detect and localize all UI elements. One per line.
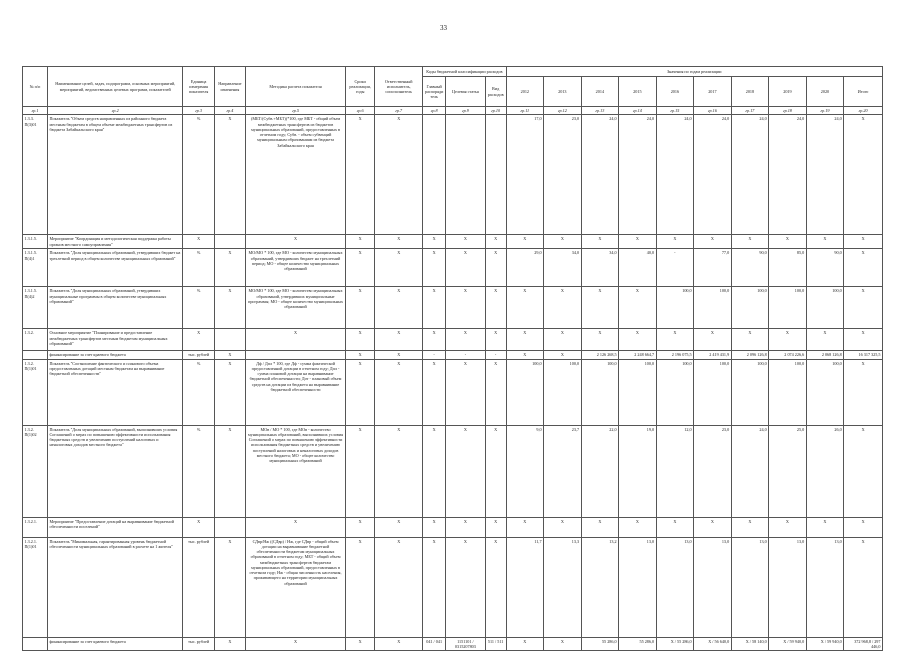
- header-year: 2015: [619, 77, 657, 107]
- row-year-value: 100,0: [619, 359, 657, 425]
- row-year-value: Х / 55 286,0: [656, 637, 694, 651]
- row-code: 1.3.2. П(1)02: [23, 425, 48, 517]
- row-direction: Х: [214, 359, 245, 425]
- column-number: гр.10: [485, 107, 506, 115]
- row-target: [446, 115, 486, 235]
- row-grbs: Х: [423, 249, 446, 287]
- table-row: [23, 235, 883, 249]
- row-unit: %: [183, 425, 214, 517]
- row-year-value: Х: [769, 517, 807, 537]
- row-executor: Х: [375, 235, 423, 249]
- row-code: 1.3.1.5. П(4)2: [23, 287, 48, 329]
- row-vr: [485, 115, 506, 235]
- table-row: [23, 425, 883, 517]
- row-year-value: Х: [619, 329, 657, 351]
- row-year-value: 26,0: [806, 425, 844, 517]
- row-total-value: Х: [844, 359, 883, 425]
- row-total-value: Х: [844, 517, 883, 537]
- row-term: Х: [346, 351, 375, 359]
- row-year-value: Х: [544, 351, 582, 359]
- row-term: Х: [346, 287, 375, 329]
- row-method: МО/МО * 100, где МО - количество муниципальных образований, утвердивших муниципальные программы; МО - общее количество муниципальных образований: [246, 287, 346, 329]
- column-number: гр.8: [423, 107, 446, 115]
- column-number: гр.13: [581, 107, 619, 115]
- row-executor: Х: [375, 425, 423, 517]
- row-unit: Х: [183, 329, 214, 351]
- row-year-value: Х / 56 640,0: [694, 637, 732, 651]
- row-method: СДвр/Нж ((СДвр) / Нж, где СДвр - общий объем дотации на выравнивание бюджетной обеспеченности бюджетам муниципальных образований в отчетном году; МБТ - общий объем межбюджетных трансфертов бюджетам муниципальных образований, предоставленных в отчетном году; Нж - общая численность населения, проживающего на территории муниципальных образований: [246, 537, 346, 637]
- row-year-value: 29,0: [506, 249, 544, 287]
- row-direction: Х: [214, 537, 245, 637]
- header-vr: Вид расходов: [485, 77, 506, 107]
- row-year-value: 2 096 126,8: [731, 351, 769, 359]
- row-grbs: [423, 115, 446, 235]
- row-year-value: Х: [544, 637, 582, 651]
- row-year-value: 24,0: [619, 115, 657, 235]
- row-direction: Х: [214, 637, 245, 651]
- row-year-value: Х: [619, 517, 657, 537]
- row-year-value: 100,0: [544, 359, 582, 425]
- row-year-value: 23,0: [544, 115, 582, 235]
- row-code: 1.3.2.: [23, 329, 48, 351]
- row-year-value: 100,0: [694, 287, 732, 329]
- row-code: 1.3.1.5. П(4)1: [23, 249, 48, 287]
- row-direction: Х: [214, 287, 245, 329]
- row-vr: 511 / 511: [485, 637, 506, 651]
- row-grbs: -: [423, 351, 446, 359]
- row-unit: %: [183, 287, 214, 329]
- table-row: [23, 329, 883, 351]
- row-direction: Х: [214, 351, 245, 359]
- row-target: Х: [446, 235, 486, 249]
- row-year-value: Х: [544, 235, 582, 249]
- row-grbs: Х: [423, 537, 446, 637]
- row-year-value: Х: [619, 287, 657, 329]
- row-year-value: 2 248 664,7: [619, 351, 657, 359]
- row-year-value: Х: [806, 235, 844, 249]
- row-vr: Х: [485, 425, 506, 517]
- row-year-value: 13,3: [544, 537, 582, 637]
- row-target: Х: [446, 537, 486, 637]
- row-year-value: 100,0: [806, 359, 844, 425]
- row-name: Показатель "Объем средств направленных из районного бюджета местным бюджетам в общем объеме межбюджетных трансфертов из бюджета Забайкальского края": [48, 115, 183, 235]
- row-year-value: 100,0: [656, 359, 694, 425]
- column-number: гр.19: [806, 107, 844, 115]
- row-year-value: 90,0: [731, 249, 769, 287]
- row-method: МО/МО * 100, где МО - количество муниципальных образований, утвердивших бюджет на трехлетний период; МО - общее количество муниципальных образований: [246, 249, 346, 287]
- header-target: Целевая статья: [446, 77, 486, 107]
- row-year-value: Х: [581, 517, 619, 537]
- row-year-value: Х / 59 940,0: [806, 637, 844, 651]
- row-target: Х: [446, 359, 486, 425]
- row-year-value: 9,0: [506, 425, 544, 517]
- row-name: финансирование за счет краевого бюджета: [48, 351, 183, 359]
- row-code: 1.3.2.1.: [23, 517, 48, 537]
- table-body: [23, 115, 883, 651]
- row-total-value: Х: [844, 249, 883, 287]
- row-year-value: 24,0: [769, 115, 807, 235]
- row-direction: [214, 329, 245, 351]
- row-year-value: 13,0: [656, 537, 694, 637]
- row-direction: Х: [214, 425, 245, 517]
- header-year: 2017: [694, 77, 732, 107]
- row-year-value: 100,0: [581, 359, 619, 425]
- row-year-value: 24,0: [694, 115, 732, 235]
- row-year-value: 24,0: [581, 115, 619, 235]
- row-grbs: Х: [423, 425, 446, 517]
- header-name: Наименование целей, задач, подпрограмм, основных мероприятий, мероприятий, ведомственных целевых программ, показателей: [48, 67, 183, 107]
- row-year-value: Х: [769, 235, 807, 249]
- row-target: Х: [446, 425, 486, 517]
- row-code: 1.3.1.5.: [23, 235, 48, 249]
- row-grbs: Х: [423, 359, 446, 425]
- row-target: Х: [446, 517, 486, 537]
- row-vr: Х: [485, 249, 506, 287]
- row-year-value: Х: [581, 287, 619, 329]
- row-year-value: 85,0: [769, 249, 807, 287]
- row-year-value: 13,0: [694, 537, 732, 637]
- column-number: гр.12: [544, 107, 582, 115]
- row-name: Показатель "Соотношение фактического и планового объема предоставленных дотаций местным бюджетам на выравнивание бюджетной обеспеченности": [48, 359, 183, 425]
- row-year-value: 13,0: [731, 537, 769, 637]
- row-year-value: Х: [806, 517, 844, 537]
- row-target: Х: [446, 249, 486, 287]
- row-term: Х: [346, 115, 375, 235]
- header-executor: Ответственный исполнитель, соисполнитель: [375, 67, 423, 107]
- header-num: № п/п: [23, 67, 48, 107]
- row-year-value: Х / 59 940,0: [769, 637, 807, 651]
- table-row: [23, 637, 883, 651]
- row-year-value: 12,0: [656, 425, 694, 517]
- header-year: 2018: [731, 77, 769, 107]
- column-number: гр.20: [844, 107, 883, 115]
- row-year-value: Х: [619, 235, 657, 249]
- row-year-value: Х: [656, 329, 694, 351]
- table-row: [23, 287, 883, 329]
- row-vr: Х: [485, 517, 506, 537]
- row-method: Х: [246, 637, 346, 651]
- row-method: МОв / МО * 100, где МОв - количество муниципальных образований, выполнивших условия Соглашений о мерах по повышению эффективности использования бюджетных средств и увеличению поступлений налоговых и неналоговых доходов местного бюджета; МО - общее количество муниципальных образований: [246, 425, 346, 517]
- row-term: Х: [346, 637, 375, 651]
- row-year-value: Х: [769, 329, 807, 351]
- row-total-value: Х: [844, 425, 883, 517]
- header-year: 2020: [806, 77, 844, 107]
- row-year-value: Х: [694, 329, 732, 351]
- column-number: гр.17: [731, 107, 769, 115]
- row-name: Мероприятие "Координация и методологическая поддержка работы органов местного самоуправления": [48, 235, 183, 249]
- header-budget-codes: Коды бюджетной классификации расходов: [423, 67, 506, 77]
- row-code: 1.3.2. П(1)01: [23, 359, 48, 425]
- row-name: Показатель "Минимальная, гарантированная уровень бюджетной обеспеченности муниципальных образований в расчете на 1 жителя": [48, 537, 183, 637]
- row-year-value: 77,0: [694, 249, 732, 287]
- table-row: [23, 351, 883, 359]
- column-number: гр.16: [694, 107, 732, 115]
- row-year-value: 100,0: [806, 287, 844, 329]
- row-year-value: Х: [731, 517, 769, 537]
- row-direction: Х: [214, 115, 245, 235]
- row-total-value: Х: [844, 329, 883, 351]
- column-number: гр.18: [769, 107, 807, 115]
- row-year-value: Х: [806, 329, 844, 351]
- column-number-row: [23, 107, 883, 115]
- header-grbs: Главный распорядитель: [423, 77, 446, 107]
- row-term: Х: [346, 329, 375, 351]
- row-total-value: 372 968,8 / 297 446,0: [844, 637, 883, 651]
- row-unit: %: [183, 359, 214, 425]
- row-code: [23, 351, 48, 359]
- row-total-value: Х: [844, 287, 883, 329]
- column-number: гр.1: [23, 107, 48, 115]
- row-year-value: Х: [581, 329, 619, 351]
- row-unit: %: [183, 115, 214, 235]
- row-term: Х: [346, 425, 375, 517]
- row-year-value: Х: [506, 351, 544, 359]
- row-name: финансирование за счет краевого бюджета: [48, 637, 183, 651]
- row-year-value: 24,0: [656, 115, 694, 235]
- row-year-value: 100,0: [769, 287, 807, 329]
- row-total-value: Х: [844, 115, 883, 235]
- row-year-value: 25,0: [769, 425, 807, 517]
- row-year-value: 2 419 431,9: [694, 351, 732, 359]
- row-name: Мероприятие "Предоставление дотаций на выравнивание бюджетной обеспеченности поселений": [48, 517, 183, 537]
- row-year-value: Х: [731, 235, 769, 249]
- row-name: Показатель "Доля муниципальных образований, утвердивших муниципальные программы в общем количестве муниципальных образований": [48, 287, 183, 329]
- row-executor: Х: [375, 359, 423, 425]
- column-number: гр.11: [506, 107, 544, 115]
- row-year-value: 100,0: [506, 359, 544, 425]
- row-year-value: 13,0: [619, 537, 657, 637]
- row-method: Х: [246, 517, 346, 537]
- row-year-value: Х: [506, 637, 544, 651]
- row-year-value: Х: [506, 329, 544, 351]
- row-year-value: 24,0: [731, 115, 769, 235]
- row-code: 1.3.3. П(3)01: [23, 115, 48, 235]
- row-year-value: 23,7: [544, 425, 582, 517]
- row-term: Х: [346, 517, 375, 537]
- row-vr: Х: [485, 329, 506, 351]
- header-years-group: Значения по годам реализации: [506, 67, 882, 77]
- column-number: гр.6: [346, 107, 375, 115]
- row-name: Показатель "Доля муниципальных образований, утвердивших бюджет на трехлетний период в общем количестве муниципальных образований": [48, 249, 183, 287]
- row-grbs: 041 / 041: [423, 637, 446, 651]
- header-unit: Единица измерения показателя: [183, 67, 214, 107]
- row-year-value: -: [656, 249, 694, 287]
- row-grbs: Х: [423, 517, 446, 537]
- row-vr: Х: [485, 287, 506, 329]
- row-year-value: Х: [694, 517, 732, 537]
- row-year-value: Х: [581, 235, 619, 249]
- row-executor: Х: [375, 637, 423, 651]
- row-year-value: 2 068 126,8: [806, 351, 844, 359]
- header-year: 2013: [544, 77, 582, 107]
- row-code: 1.3.2.1. П(1)01: [23, 537, 48, 637]
- row-year-value: 2 196 075,5: [656, 351, 694, 359]
- row-year-value: Х: [694, 235, 732, 249]
- row-executor: Х: [375, 351, 423, 359]
- header-year: 2014: [581, 77, 619, 107]
- row-method: Х: [246, 235, 346, 249]
- row-year-value: Х: [506, 235, 544, 249]
- row-target: Х: [446, 287, 486, 329]
- row-year-value: 24,0: [731, 425, 769, 517]
- row-vr: Х: [485, 359, 506, 425]
- row-year-value: Х: [544, 329, 582, 351]
- row-year-value: Х: [506, 517, 544, 537]
- row-executor: Х: [375, 537, 423, 637]
- column-number: гр.15: [656, 107, 694, 115]
- row-year-value: Х: [544, 517, 582, 537]
- row-target: -: [446, 351, 486, 359]
- row-year-value: 2 074 226,6: [769, 351, 807, 359]
- row-name: Показатель "Доля муниципальных образований, выполнивших условия Соглашений о мерах по повышению эффективности использования бюджетных средств и увеличению поступлений налоговых и неналоговых доходов местного бюджета": [48, 425, 183, 517]
- column-number: гр.3: [183, 107, 214, 115]
- row-year-value: Х / 58 140,0: [731, 637, 769, 651]
- column-number: гр.5: [246, 107, 346, 115]
- row-year-value: 11,7: [506, 537, 544, 637]
- row-executor: Х: [375, 329, 423, 351]
- row-method: Х: [246, 329, 346, 351]
- row-year-value: 90,0: [806, 249, 844, 287]
- row-code: [23, 637, 48, 651]
- table-row: [23, 359, 883, 425]
- row-executor: Х: [375, 287, 423, 329]
- row-term: Х: [346, 359, 375, 425]
- row-unit: тыс. рублей: [183, 637, 214, 651]
- row-vr: Х: [485, 235, 506, 249]
- column-number: гр.4: [214, 107, 245, 115]
- row-executor: Х: [375, 249, 423, 287]
- column-number: гр.14: [619, 107, 657, 115]
- row-unit: %: [183, 249, 214, 287]
- row-year-value: 24,0: [806, 115, 844, 235]
- row-executor: Х: [375, 115, 423, 235]
- table-row: [23, 517, 883, 537]
- row-year-value: 13,0: [806, 537, 844, 637]
- row-year-value: 100,0: [769, 359, 807, 425]
- header-year: 2016: [656, 77, 694, 107]
- row-name: Основное мероприятие "Планирование и предоставление межбюджетных трансфертов местным бюджетам муниципальных образований": [48, 329, 183, 351]
- row-grbs: Х: [423, 287, 446, 329]
- row-year-value: Х: [656, 235, 694, 249]
- row-year-value: 34,0: [581, 249, 619, 287]
- table-row: [23, 537, 883, 637]
- row-year-value: 17,0: [506, 115, 544, 235]
- table-row: [23, 249, 883, 287]
- row-method: (МБТ/(Субв.+МБТ))*100, где МБТ - общий объем межбюджетных трансфертов из бюджетов муниципальных образований, предоставленных в отчетном году; Субв. - объем субвенций муниципальным образованиям из бюджета Забайкальского края: [246, 115, 346, 235]
- column-number: гр.9: [446, 107, 486, 115]
- row-year-value: 13,0: [769, 537, 807, 637]
- row-vr: -: [485, 351, 506, 359]
- row-year-value: 13,2: [581, 537, 619, 637]
- row-direction: Х: [214, 249, 245, 287]
- row-year-value: Х: [656, 517, 694, 537]
- row-year-value: 23,0: [694, 425, 732, 517]
- header-term: Сроки реализации, годы: [346, 67, 375, 107]
- header-year: 2012: [506, 77, 544, 107]
- row-target: 1151101 / 0315207803: [446, 637, 486, 651]
- row-year-value: Х: [506, 287, 544, 329]
- row-year-value: 100,0: [656, 287, 694, 329]
- row-year-value: 100,0: [694, 359, 732, 425]
- header-direction: Направление изменения: [214, 67, 245, 107]
- header-method: Методика расчета показателя: [246, 67, 346, 107]
- row-year-value: 22,0: [581, 425, 619, 517]
- row-term: Х: [346, 249, 375, 287]
- row-unit: Х: [183, 235, 214, 249]
- row-executor: Х: [375, 517, 423, 537]
- row-direction: [214, 235, 245, 249]
- program-indicators-table: [22, 66, 883, 651]
- row-year-value: Х: [544, 287, 582, 329]
- row-year-value: 40,0: [619, 249, 657, 287]
- row-vr: Х: [485, 537, 506, 637]
- page-number: 33: [440, 24, 447, 32]
- table-row: [23, 115, 883, 235]
- row-total-value: Х: [844, 235, 883, 249]
- row-unit: тыс. рублей: [183, 351, 214, 359]
- row-method: [246, 351, 346, 359]
- row-term: Х: [346, 235, 375, 249]
- row-grbs: Х: [423, 235, 446, 249]
- header-total: Итого: [844, 77, 883, 107]
- row-method: Дф / Дпл * 100, где Дф - сумма фактической предоставленной дотации в отчетном году; Дпл - сумма плановой дотации на выравнивание бюджетной обеспеченности; Дот - плановый объем средств на дотации из бюджета на выравнивание бюджетной обеспеченности: [246, 359, 346, 425]
- row-year-value: 100,0: [731, 359, 769, 425]
- row-year-value: Х: [731, 329, 769, 351]
- header-year: 2019: [769, 77, 807, 107]
- row-term: Х: [346, 537, 375, 637]
- row-target: Х: [446, 329, 486, 351]
- row-unit: Х: [183, 517, 214, 537]
- row-year-value: 55 286,0: [619, 637, 657, 651]
- row-year-value: 19,0: [619, 425, 657, 517]
- column-number: гр.7: [375, 107, 423, 115]
- row-total-value: Х: [844, 537, 883, 637]
- row-grbs: Х: [423, 329, 446, 351]
- row-total-value: 16 317 325,5: [844, 351, 883, 359]
- row-year-value: 2 126 268,5: [581, 351, 619, 359]
- row-direction: [214, 517, 245, 537]
- row-year-value: 100,0: [731, 287, 769, 329]
- row-year-value: 55 286,0: [581, 637, 619, 651]
- row-year-value: 34,0: [544, 249, 582, 287]
- column-number: гр.2: [48, 107, 183, 115]
- row-unit: тыс. рублей: [183, 537, 214, 637]
